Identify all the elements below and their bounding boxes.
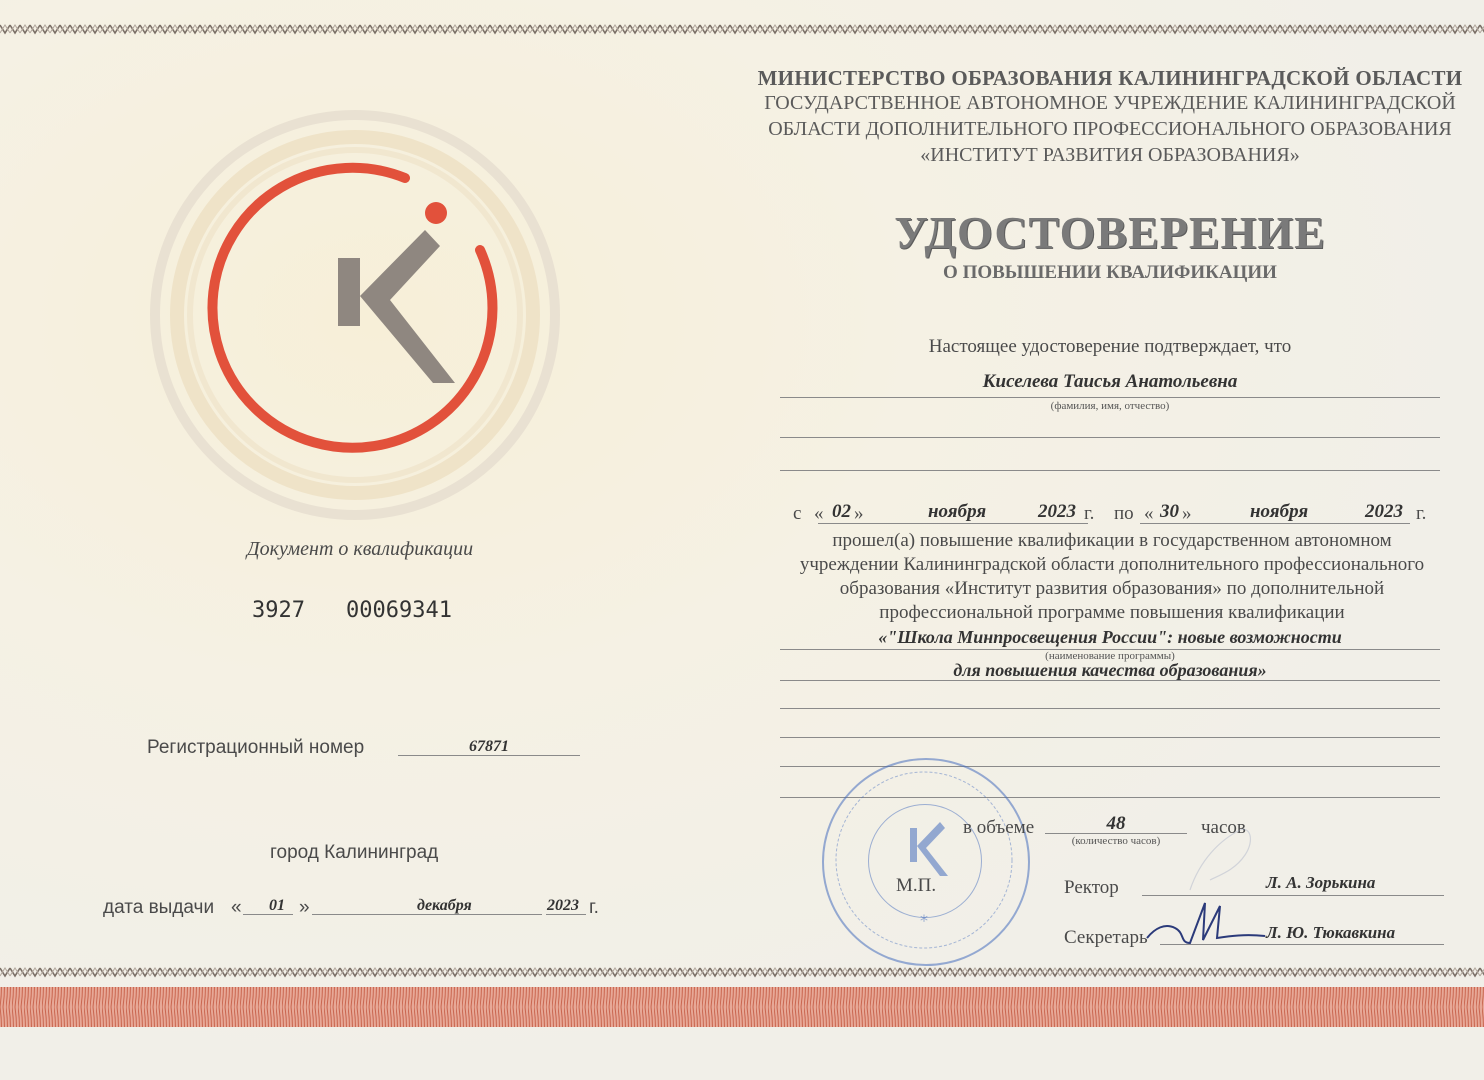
quote-close-2: » <box>1182 503 1192 524</box>
issue-year: 2023 <box>547 897 579 914</box>
document-subtitle: О ПОВЫШЕНИИ КВАЛИФИКАЦИИ <box>943 262 1277 283</box>
program-name-line-2: для повышения качества образования» <box>953 660 1267 680</box>
body-line-4: профессиональной программе повышения квалификации <box>879 602 1345 623</box>
quote-open: « <box>814 503 824 524</box>
issue-date-label: дата выдачи <box>103 897 215 918</box>
secretary-name: Л. Ю. Тюкавкина <box>1266 923 1396 942</box>
rector-signature-icon <box>1150 820 1300 900</box>
doc-series: 3927 <box>252 598 305 623</box>
period-to-prefix: по <box>1114 503 1134 524</box>
issue-quote-close: » <box>299 897 310 918</box>
period-to-month: ноября <box>1250 501 1309 522</box>
qualification-doc-label: Документ о квалификации <box>246 538 474 560</box>
period-to-year-suffix: г. <box>1416 503 1427 524</box>
organization-line-2: ОБЛАСТИ ДОПОЛНИТЕЛЬНОГО ПРОФЕССИОНАЛЬНОГО ОБРАЗОВАНИЯ <box>768 118 1452 140</box>
official-stamp-k-mark <box>822 758 1026 962</box>
registration-number-label: Регистрационный номер <box>147 737 365 758</box>
top-ornament-border <box>0 22 1484 36</box>
issue-month: декабря <box>417 897 472 914</box>
period-from-year: 2023 <box>1038 501 1076 522</box>
hours-prefix: в объеме <box>963 817 1035 838</box>
period-from-prefix: с <box>793 503 802 524</box>
issue-city: город Калининград <box>270 842 439 863</box>
organization-line-1: ГОСУДАРСТВЕННОЕ АВТОНОМНОЕ УЧРЕЖДЕНИЕ КАЛИНИНГРАДСКОЙ <box>764 92 1456 114</box>
bottom-ornament-border <box>0 965 1484 1035</box>
hours-value: 48 <box>1106 813 1126 834</box>
period-row <box>790 503 1450 529</box>
registration-number: 67871 <box>469 738 509 755</box>
recipient-name-caption: (фамилия, имя, отчество) <box>1050 400 1170 412</box>
program-caption: (наименование программы) <box>1045 650 1175 662</box>
body-line-3: образования «Институт развития образования» по дополнительной <box>839 578 1385 599</box>
program-name-line-1: «"Школа Минпросвещения России": новые возможности <box>878 627 1342 647</box>
period-from-year-suffix: г. <box>1084 503 1095 524</box>
quote-close: » <box>854 503 864 524</box>
doc-number: 00069341 <box>346 598 452 623</box>
issue-date-row <box>103 897 623 923</box>
organization-line-3: «ИНСТИТУТ РАЗВИТИЯ ОБРАЗОВАНИЯ» <box>920 144 1300 166</box>
secretary-label: Секретарь <box>1064 927 1148 948</box>
seal-place-label: М.П. <box>896 875 937 896</box>
confirmation-text: Настоящее удостоверение подтверждает, что <box>928 336 1292 357</box>
body-line-1: прошел(а) повышение квалификации в государственном автономном <box>832 530 1392 551</box>
period-to-year: 2023 <box>1365 501 1403 522</box>
institute-logo-k-icon <box>150 100 570 520</box>
svg-text:*: * <box>920 911 928 930</box>
document-title: УДОСТОВЕРЕНИЕ <box>894 207 1326 258</box>
secretary-signature-icon <box>1145 898 1285 948</box>
period-from-month: ноября <box>928 501 987 522</box>
rector-name: Л. А. Зорькина <box>1266 873 1376 892</box>
hours-caption: (количество часов) <box>1071 835 1161 847</box>
recipient-name: Киселева Таисья Анатольевна <box>982 371 1238 392</box>
period-to-day: 30 <box>1160 501 1179 522</box>
body-line-2: учреждении Калининградской области дополнительного профессионального <box>799 554 1425 575</box>
issue-year-suffix: г. <box>589 897 599 918</box>
rector-label: Ректор <box>1064 877 1119 898</box>
quote-open-2: « <box>1144 503 1154 524</box>
issue-quote-open: « <box>231 897 242 918</box>
period-from-day: 02 <box>832 501 851 522</box>
issue-day: 01 <box>269 897 285 914</box>
hours-unit: часов <box>1201 817 1246 838</box>
ministry-heading: МИНИСТЕРСТВО ОБРАЗОВАНИЯ КАЛИНИНГРАДСКОЙ ОБЛАСТИ <box>757 66 1463 90</box>
